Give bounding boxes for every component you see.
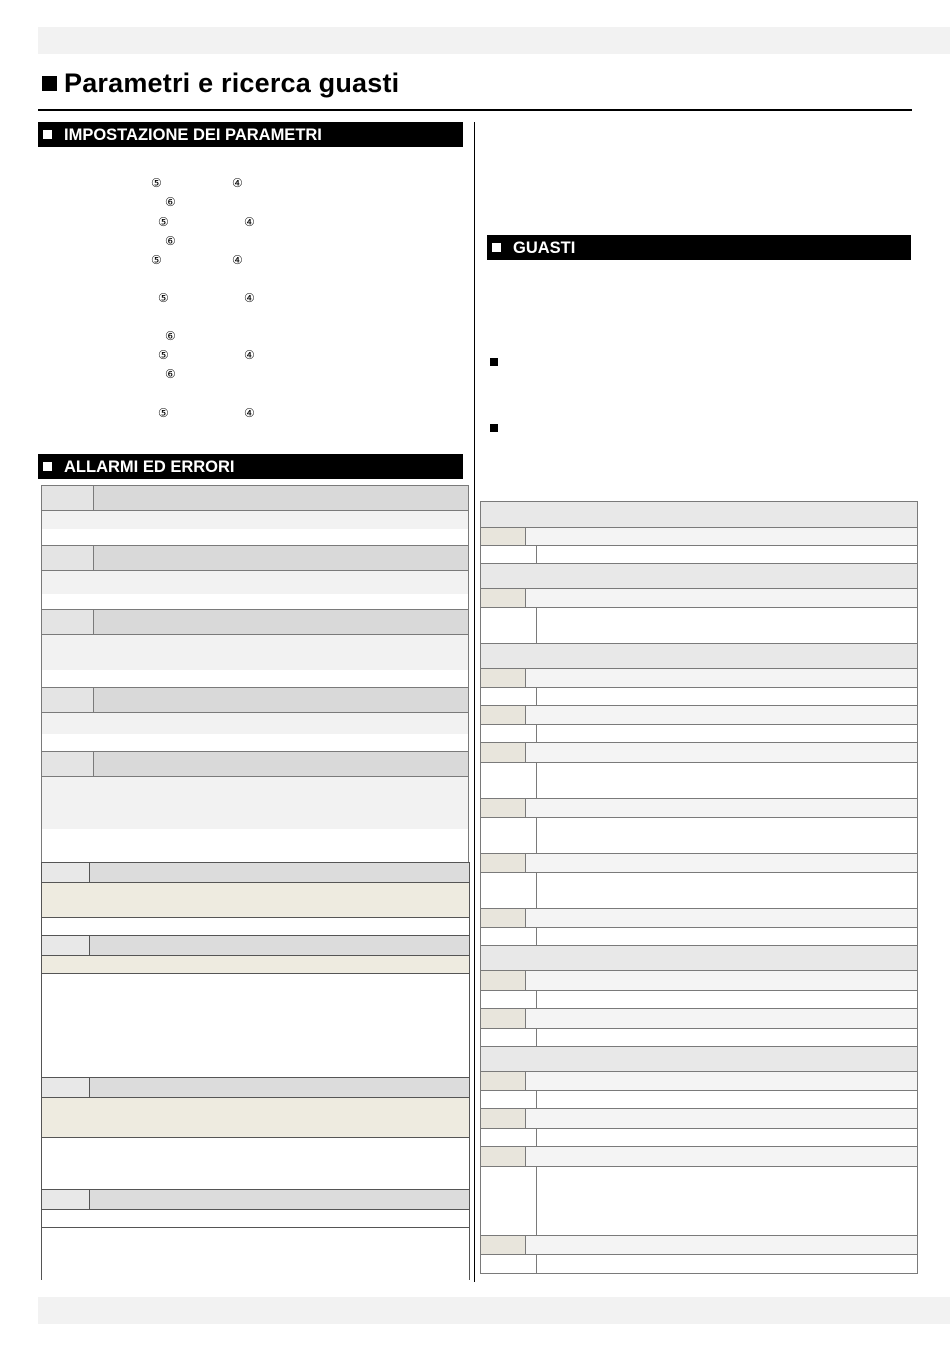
step-4-icon: ④: [232, 253, 243, 267]
table-code-cell: [481, 706, 526, 724]
alarm-code-cell: [42, 752, 94, 776]
table-code-cell: [481, 743, 526, 762]
table-group-row: [481, 1047, 917, 1072]
error-header: [42, 1190, 469, 1210]
page-title-text: Parametri e ricerca guasti: [64, 68, 400, 98]
step-6-icon: ⑥: [165, 367, 176, 381]
error-row: [42, 1138, 469, 1190]
table-value-cell: [481, 763, 537, 798]
alarm-row: [42, 777, 468, 829]
step-6-icon: ⑥: [165, 195, 176, 209]
step-5-icon: ⑤: [151, 253, 162, 267]
title-bullet-icon: [42, 76, 57, 91]
table-code-row: [481, 1236, 917, 1255]
section-impostazione-title: IMPOSTAZIONE DEI PARAMETRI: [64, 126, 322, 144]
table-code-row: [481, 743, 917, 763]
table-value-row: [481, 873, 917, 909]
footer-band: [38, 1297, 950, 1324]
table-value-row: [481, 1167, 917, 1236]
page-title: [42, 68, 399, 99]
table-code-cell: [481, 799, 526, 817]
step-4-icon: ④: [244, 406, 255, 420]
table-value-row: [481, 1091, 917, 1109]
table-code-row: [481, 971, 917, 991]
error-row: [42, 883, 469, 918]
table-code-row: [481, 706, 917, 725]
table-value-cell: [481, 1167, 537, 1235]
section-bullet-icon: [43, 462, 52, 471]
error-box: [41, 862, 470, 936]
list-bullet-icon: [490, 424, 498, 432]
alarm-header: [42, 752, 468, 777]
step-5-icon: ⑤: [158, 406, 169, 420]
step-4-icon: ④: [244, 291, 255, 305]
alarm-row: [42, 829, 468, 863]
alarm-code-cell: [42, 546, 94, 570]
section-allarmi-bar: [38, 454, 463, 479]
table-code-cell: [481, 669, 526, 687]
alarm-row: [42, 713, 468, 734]
section-bullet-icon: [43, 130, 52, 139]
table-code-row: [481, 669, 917, 688]
step-5-icon: ⑤: [158, 215, 169, 229]
table-value-row: [481, 546, 917, 564]
table-value-cell: [481, 688, 537, 705]
table-value-cell: [481, 991, 537, 1008]
table-code-row: [481, 1072, 917, 1091]
table-code-row: [481, 589, 917, 608]
table-value-row: [481, 928, 917, 946]
alarm-box: [41, 687, 469, 751]
error-header: [42, 936, 469, 956]
error-row: [42, 956, 469, 974]
alarm-header: [42, 688, 468, 713]
alarm-row: [42, 594, 468, 610]
step-5-icon: ⑤: [158, 291, 169, 305]
alarm-code-cell: [42, 688, 94, 712]
table-value-row: [481, 1255, 917, 1273]
alarm-code-cell: [42, 486, 94, 510]
section-impostazione-bar: [38, 122, 463, 147]
error-row: [42, 1210, 469, 1228]
alarm-box: [41, 609, 469, 688]
error-header: [42, 1078, 469, 1098]
title-divider: [38, 109, 912, 111]
table-code-row: [481, 1009, 917, 1029]
step-4-icon: ④: [232, 176, 243, 190]
table-value-cell: [481, 818, 537, 853]
alarm-box: [41, 485, 469, 546]
table-code-cell: [481, 528, 526, 545]
table-value-row: [481, 725, 917, 743]
table-value-row: [481, 991, 917, 1009]
column-divider: [474, 122, 475, 1282]
alarm-code-cell: [42, 610, 94, 634]
header-band: [38, 27, 950, 54]
error-box: [41, 1077, 470, 1190]
error-code-cell: [42, 1190, 90, 1209]
table-value-cell: [481, 608, 537, 643]
table-code-row: [481, 799, 917, 818]
table-value-cell: [481, 928, 537, 945]
error-code-cell: [42, 863, 90, 882]
table-code-cell: [481, 1236, 526, 1254]
table-code-cell: [481, 1072, 526, 1090]
error-row: [42, 918, 469, 936]
list-bullet-icon: [490, 358, 498, 366]
error-code-cell: [42, 936, 90, 955]
table-value-cell: [481, 1255, 537, 1273]
section-guasti-bar: [487, 235, 911, 260]
table-value-row: [481, 688, 917, 706]
alarm-box: [41, 545, 469, 610]
table-group-row: [481, 644, 917, 669]
table-code-cell: [481, 909, 526, 927]
table-value-row: [481, 818, 917, 854]
table-code-cell: [481, 1009, 526, 1028]
section-allarmi-title: ALLARMI ED ERRORI: [64, 458, 235, 476]
table-code-cell: [481, 1109, 526, 1128]
table-group-row: [481, 946, 917, 971]
alarm-row: [42, 670, 468, 688]
step-5-icon: ⑤: [158, 348, 169, 362]
table-value-cell: [481, 546, 537, 563]
alarm-row: [42, 734, 468, 751]
step-4-icon: ④: [244, 348, 255, 362]
error-row: [42, 974, 469, 1078]
table-code-row: [481, 909, 917, 928]
alarm-box: [41, 751, 469, 863]
table-code-row: [481, 854, 917, 873]
table-value-cell: [481, 725, 537, 742]
table-code-cell: [481, 971, 526, 990]
table-value-row: [481, 763, 917, 799]
error-row: [42, 1228, 469, 1280]
table-code-cell: [481, 1147, 526, 1166]
alarm-row: [42, 529, 468, 546]
step-6-icon: ⑥: [165, 329, 176, 343]
table-code-row: [481, 1109, 917, 1129]
alarm-row: [42, 511, 468, 529]
table-code-row: [481, 528, 917, 546]
section-bullet-icon: [492, 243, 501, 252]
table-value-cell: [481, 1129, 537, 1146]
error-code-cell: [42, 1078, 90, 1097]
section-guasti-title: GUASTI: [513, 239, 576, 257]
step-5-icon: ⑤: [151, 176, 162, 190]
table-code-cell: [481, 589, 526, 607]
error-header: [42, 863, 469, 883]
table-value-row: [481, 608, 917, 644]
error-box: [41, 1189, 470, 1280]
table-group-row: [481, 564, 917, 589]
table-code-row: [481, 1147, 917, 1167]
table-group-row: [481, 502, 917, 528]
alarm-row: [42, 635, 468, 670]
table-value-cell: [481, 1029, 537, 1046]
step-4-icon: ④: [244, 215, 255, 229]
error-row: [42, 1098, 469, 1138]
table-value-cell: [481, 1091, 537, 1108]
alarm-row: [42, 571, 468, 594]
alarm-header: [42, 610, 468, 635]
error-box: [41, 935, 470, 1078]
table-value-cell: [481, 873, 537, 908]
alarm-header: [42, 486, 468, 511]
alarm-header: [42, 546, 468, 571]
table-value-row: [481, 1129, 917, 1147]
step-6-icon: ⑥: [165, 234, 176, 248]
table-code-cell: [481, 854, 526, 872]
table-value-row: [481, 1029, 917, 1047]
troubleshooting-table: [480, 501, 918, 1274]
